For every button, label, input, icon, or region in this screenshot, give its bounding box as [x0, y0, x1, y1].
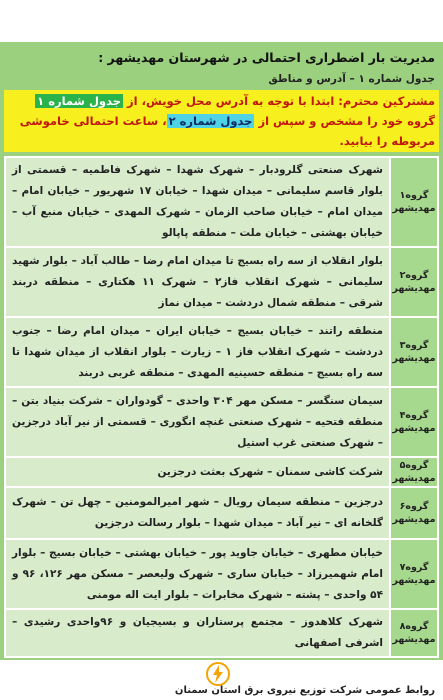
group-label: گروه۴ مهدیشهر: [390, 387, 438, 457]
group-areas: بلوار انقلاب از سه راه بسیج تا میدان امام رضا – طالب آباد – بلوار شهید سلیمانی – شهرک انقلاب فاز۲ – شهرک ۱۱ هکتاری – منطقه دربند شرقی – منطقه شمال دردشت – میدان نماز: [5, 247, 390, 317]
table-row: [5, 457, 438, 487]
top-margin: [0, 0, 443, 42]
power-company-logo-icon: [206, 662, 230, 686]
content-panel: [0, 42, 443, 660]
table-row: [5, 247, 438, 317]
group-label: گروه۷ مهدیشهر: [390, 539, 438, 609]
table-row: [5, 317, 438, 387]
group-areas: منطقه راتند – خیابان بسیج – خیابان ایران – میدان امام رضا – جنوب دردشت – شهرک انقلاب فاز ۱ – زیارت – بلوار انقلاب از میدان شهدا تا سه راه بسیج – منطقه حسینیه المهدی – منطقه غربی دربند: [5, 317, 390, 387]
table-row: [5, 539, 438, 609]
group-label: گروه۲ مهدیشهر: [390, 247, 438, 317]
group-areas: شهرک صنعتی گلرودبار – شهرک شهدا – شهرک فاطمیه – قسمتی از بلوار قاسم سلیمانی – میدان شهدا – خیابان ۱۷ شهریور – خیابان امام – میدان امام – خیابان صاحب الزمان – شهرک المهدی – خیابان منبع آب – خیابان بهشتی – خیابان ملت – منطقه پاپالو: [5, 157, 390, 247]
table-row: [5, 609, 438, 657]
group-label: گروه۶ مهدیشهر: [390, 487, 438, 539]
table-row: [5, 157, 438, 247]
group-label: گروه۸ مهدیشهر: [390, 609, 438, 657]
zones-table: [4, 156, 439, 658]
group-label: گروه۱ مهدیشهر: [390, 157, 438, 247]
table-subtitle: جدول شماره ۱ – آدرس و مناطق: [268, 73, 435, 85]
footer: [0, 660, 443, 700]
table-row: [5, 387, 438, 457]
notice-text-1: مشترکین محترم: ابتدا با توجه به آدرس محل خویش، از: [123, 94, 435, 108]
group-areas: خیابان مطهری – خیابان جاوید پور – خیابان بهشتی – خیابان بسیج – بلوار امام شهمیرزاد – خیابان ساری – شهرک ولیعصر – مسکن مهر ۱۲۶، ۹۶ و ۵۴ واحدی – پشته – شهرک مخابرات – بلوار ایت اله مومنی: [5, 539, 390, 609]
group-areas: سیمان سنگسر – مسکن مهر ۳۰۴ واحدی – گودواران – شرکت بنیاد بتن – منطقه فتحیه – شهرک صنعتی غنچه انگوری – قسمتی از نیر آباد درجزین – شهرک صنعتی غرب استیل: [5, 387, 390, 457]
group-label: گروه۳ مهدیشهر: [390, 317, 438, 387]
subscriber-notice: [4, 90, 439, 152]
group-areas: شهرک کلاهدوز – مجتمع پرستاران و بسیجیان و ۹۶واحدی رشیدی – اشرفی اصفهانی: [5, 609, 390, 657]
notice-table2-highlight: جدول شماره ۲: [168, 114, 253, 128]
notice-text-2: گروه خود را مشخص و سپس از: [254, 114, 435, 128]
table-row: [5, 487, 438, 539]
notice-text-3: ، ساعت احتمالی خاموشی مربوطه را بیابید.: [19, 114, 435, 148]
company-name: روابط عمومی شرکت توزیع نیروی برق استان سمنان: [174, 685, 435, 696]
page-title: مدیریت بار اضطراری احتمالی در شهرستان مهدیشهر :: [98, 50, 435, 65]
group-areas: درجزین – منطقه سیمان رویال – شهر امیرالمومنین – چهل تن – شهرک گلخانه ای – نیر آباد – میدان شهدا – بلوار رسالت درجزین: [5, 487, 390, 539]
group-label: گروه۵ مهدیشهر: [390, 457, 438, 487]
group-areas: شرکت کاشی سمنان – شهرک بعثت درجزین: [5, 457, 390, 487]
notice-table1-highlight: جدول شماره ۱: [37, 94, 121, 108]
